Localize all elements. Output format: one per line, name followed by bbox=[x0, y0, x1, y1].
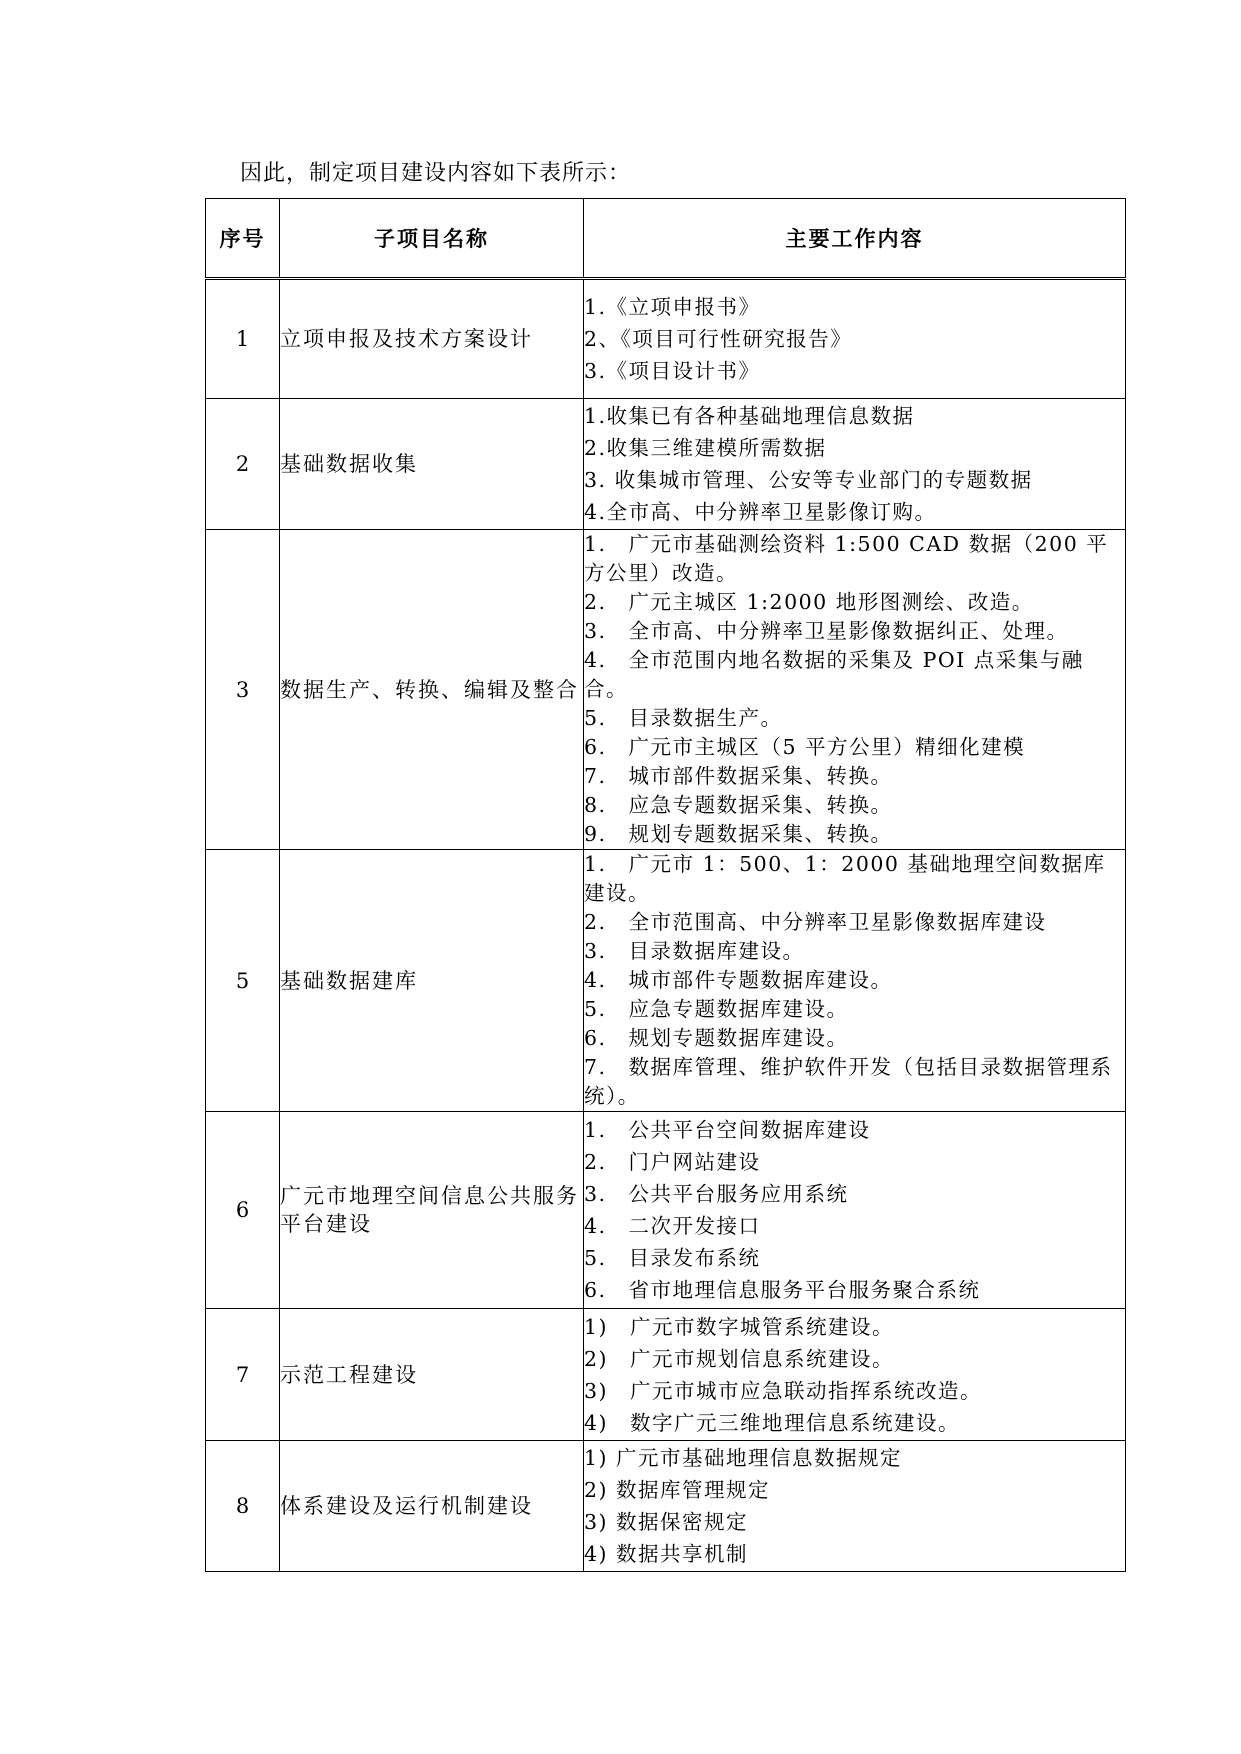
work-item: 5. 目录数据生产。 bbox=[584, 706, 783, 730]
table-row bbox=[206, 850, 1126, 1112]
project-content-table bbox=[205, 198, 1126, 1572]
table-row bbox=[206, 399, 1126, 530]
work-item: 5. 应急专题数据库建设。 bbox=[584, 997, 849, 1021]
work-content-cell bbox=[584, 1309, 1126, 1441]
subproject-name: 示范工程建设 bbox=[280, 1309, 584, 1441]
work-item-list bbox=[584, 850, 1125, 1111]
work-item: 7. 城市部件数据采集、转换。 bbox=[584, 764, 893, 788]
work-item: 2. 广元主城区 1:2000 地形图测绘、改造。 bbox=[584, 590, 1034, 614]
work-item: 3.《项目设计书》 bbox=[584, 359, 761, 383]
work-item: 6. 广元市主城区（5 平方公里）精细化建模 bbox=[584, 735, 1026, 759]
work-item-list bbox=[584, 1311, 1125, 1439]
work-content-cell bbox=[584, 1441, 1126, 1572]
row-index: 6 bbox=[206, 1112, 280, 1309]
work-item: 4. 全市范围内地名数据的采集及 POI 点采集与融合。 bbox=[584, 648, 1084, 701]
work-item: 1. 广元市基础测绘资料 1:500 CAD 数据（200 平方公里）改造。 bbox=[584, 532, 1109, 585]
work-item: 3. 公共平台服务应用系统 bbox=[584, 1182, 849, 1206]
row-index: 2 bbox=[206, 399, 280, 530]
work-item: 2. 门户网站建设 bbox=[584, 1150, 761, 1174]
row-index: 3 bbox=[206, 530, 280, 850]
work-item: 2) 广元市规划信息系统建设。 bbox=[584, 1346, 895, 1371]
work-item: 3) 广元市城市应急联动指挥系统改造。 bbox=[584, 1378, 983, 1403]
work-item: 1.《立项申报书》 bbox=[584, 295, 761, 319]
work-item: 6. 省市地理信息服务平台服务聚合系统 bbox=[584, 1278, 981, 1302]
table-row bbox=[206, 530, 1126, 850]
work-item-list bbox=[584, 400, 1125, 528]
table-row bbox=[206, 1441, 1126, 1572]
work-item: 1) 广元市数字城管系统建设。 bbox=[584, 1314, 895, 1339]
subproject-name: 数据生产、转换、编辑及整合 bbox=[280, 530, 584, 850]
table-row bbox=[206, 279, 1126, 399]
work-item: 4) 数字广元三维地理信息系统建设。 bbox=[584, 1410, 961, 1435]
work-content-cell bbox=[584, 279, 1126, 399]
work-item: 1) 广元市基础地理信息数据规定 bbox=[584, 1446, 903, 1470]
work-item: 2.收集三维建模所需数据 bbox=[584, 436, 827, 460]
subproject-name: 立项申报及技术方案设计 bbox=[280, 279, 584, 399]
subproject-name: 广元市地理空间信息公共服务平台建设 bbox=[280, 1112, 584, 1309]
intro-sentence: 因此，制定项目建设内容如下表所示： bbox=[240, 161, 632, 186]
work-item: 4. 城市部件专题数据库建设。 bbox=[584, 968, 893, 992]
work-item-list bbox=[584, 1114, 1125, 1306]
work-item: 4.全市高、中分辨率卫星影像订购。 bbox=[584, 500, 937, 524]
header-subproject-name: 子项目名称 bbox=[280, 199, 584, 279]
row-index: 7 bbox=[206, 1309, 280, 1441]
work-item: 1. 公共平台空间数据库建设 bbox=[584, 1118, 871, 1142]
work-item: 2) 数据库管理规定 bbox=[584, 1478, 771, 1502]
work-item: 4) 数据共享机制 bbox=[584, 1542, 749, 1566]
row-index: 5 bbox=[206, 850, 280, 1112]
work-item: 2、《项目可行性研究报告》 bbox=[584, 327, 853, 351]
work-item: 6. 规划专题数据库建设。 bbox=[584, 1026, 849, 1050]
work-item-list bbox=[584, 1442, 1125, 1570]
work-item-list bbox=[584, 530, 1125, 849]
work-content-cell bbox=[584, 850, 1126, 1112]
work-item: 7. 数据库管理、维护软件开发（包括目录数据管理系统）。 bbox=[584, 1055, 1113, 1108]
work-item: 8. 应急专题数据采集、转换。 bbox=[584, 793, 893, 817]
work-content-cell bbox=[584, 399, 1126, 530]
row-index: 8 bbox=[206, 1441, 280, 1572]
work-item: 1. 广元市 1：500、1：2000 基础地理空间数据库建设。 bbox=[584, 852, 1106, 905]
subproject-name: 基础数据收集 bbox=[280, 399, 584, 530]
work-item: 4. 二次开发接口 bbox=[584, 1214, 761, 1238]
subproject-name: 体系建设及运行机制建设 bbox=[280, 1441, 584, 1572]
table-header-row bbox=[206, 199, 1126, 279]
subproject-name: 基础数据建库 bbox=[280, 850, 584, 1112]
header-index: 序号 bbox=[206, 199, 280, 279]
row-index: 1 bbox=[206, 279, 280, 399]
table-row bbox=[206, 1112, 1126, 1309]
work-item: 3. 全市高、中分辨率卫星影像数据纠正、处理。 bbox=[584, 619, 1069, 643]
work-item: 3. 收集城市管理、公安等专业部门的专题数据 bbox=[584, 468, 1033, 492]
work-item: 3) 数据保密规定 bbox=[584, 1510, 749, 1534]
work-item: 3. 目录数据库建设。 bbox=[584, 939, 805, 963]
table-row bbox=[206, 1309, 1126, 1441]
work-item: 1.收集已有各种基础地理信息数据 bbox=[584, 404, 915, 428]
work-item-list bbox=[584, 291, 1125, 387]
work-item: 5. 目录发布系统 bbox=[584, 1246, 761, 1270]
work-item: 2. 全市范围高、中分辨率卫星影像数据库建设 bbox=[584, 910, 1047, 934]
header-main-work-content: 主要工作内容 bbox=[584, 199, 1126, 279]
work-item: 9. 规划专题数据采集、转换。 bbox=[584, 822, 893, 846]
work-content-cell bbox=[584, 1112, 1126, 1309]
work-content-cell bbox=[584, 530, 1126, 850]
